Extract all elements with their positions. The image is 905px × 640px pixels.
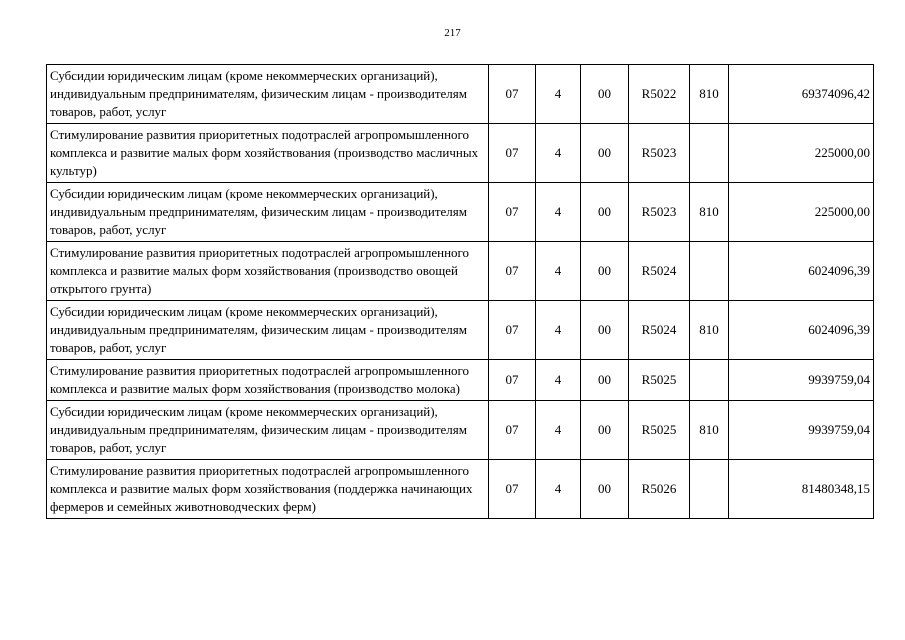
row-subsection: 4 [536, 401, 581, 460]
row-expense-type [690, 360, 729, 401]
row-target: R5026 [629, 460, 690, 519]
row-program: 00 [581, 65, 629, 124]
row-program: 00 [581, 124, 629, 183]
row-subsection: 4 [536, 65, 581, 124]
row-target: R5022 [629, 65, 690, 124]
row-expense-type: 810 [690, 401, 729, 460]
row-section: 07 [489, 242, 536, 301]
table-row [47, 183, 874, 242]
row-program: 00 [581, 460, 629, 519]
row-name: Субсидии юридическим лицам (кроме некоммерческих организаций), индивидуальным предпринимателям, физическим лицам - производителям товаров, работ, услуг [47, 401, 489, 460]
row-section: 07 [489, 360, 536, 401]
row-subsection: 4 [536, 301, 581, 360]
row-subsection: 4 [536, 124, 581, 183]
row-section: 07 [489, 183, 536, 242]
row-name: Стимулирование развития приоритетных подотраслей агропромышленного комплекса и развитие малых форм хозяйствования (производство овощей открытого грунта) [47, 242, 489, 301]
table-row [47, 301, 874, 360]
row-expense-type: 810 [690, 183, 729, 242]
budget-table [46, 64, 874, 519]
row-expense-type: 810 [690, 65, 729, 124]
row-program: 00 [581, 183, 629, 242]
row-subsection: 4 [536, 242, 581, 301]
page-number: 217 [444, 27, 461, 39]
row-target: R5025 [629, 401, 690, 460]
table-row [47, 242, 874, 301]
row-target: R5023 [629, 183, 690, 242]
row-program: 00 [581, 242, 629, 301]
row-amount: 9939759,04 [729, 360, 874, 401]
table-row [47, 65, 874, 124]
row-amount: 6024096,39 [729, 301, 874, 360]
row-name: Субсидии юридическим лицам (кроме некоммерческих организаций), индивидуальным предпринимателям, физическим лицам - производителям товаров, работ, услуг [47, 183, 489, 242]
row-name: Субсидии юридическим лицам (кроме некоммерческих организаций), индивидуальным предпринимателям, физическим лицам - производителям товаров, работ, услуг [47, 65, 489, 124]
row-program: 00 [581, 301, 629, 360]
table-row [47, 360, 874, 401]
row-subsection: 4 [536, 460, 581, 519]
row-target: R5024 [629, 242, 690, 301]
row-subsection: 4 [536, 183, 581, 242]
row-amount: 81480348,15 [729, 460, 874, 519]
row-amount: 6024096,39 [729, 242, 874, 301]
row-target: R5024 [629, 301, 690, 360]
row-amount: 69374096,42 [729, 65, 874, 124]
row-expense-type: 810 [690, 301, 729, 360]
table-row [47, 401, 874, 460]
row-section: 07 [489, 301, 536, 360]
row-section: 07 [489, 65, 536, 124]
row-expense-type [690, 124, 729, 183]
row-name: Стимулирование развития приоритетных подотраслей агропромышленного комплекса и развитие малых форм хозяйствования (производство молока) [47, 360, 489, 401]
row-section: 07 [489, 124, 536, 183]
table-row [47, 460, 874, 519]
row-section: 07 [489, 401, 536, 460]
row-expense-type [690, 460, 729, 519]
row-name: Стимулирование развития приоритетных подотраслей агропромышленного комплекса и развитие малых форм хозяйствования (поддержка начинающих фермеров и семейных животноводческих ферм) [47, 460, 489, 519]
row-expense-type [690, 242, 729, 301]
row-program: 00 [581, 401, 629, 460]
row-amount: 225000,00 [729, 183, 874, 242]
row-amount: 9939759,04 [729, 401, 874, 460]
row-name: Стимулирование развития приоритетных подотраслей агропромышленного комплекса и развитие малых форм хозяйствования (производство масличных культур) [47, 124, 489, 183]
row-program: 00 [581, 360, 629, 401]
row-name: Субсидии юридическим лицам (кроме некоммерческих организаций), индивидуальным предпринимателям, физическим лицам - производителям товаров, работ, услуг [47, 301, 489, 360]
row-section: 07 [489, 460, 536, 519]
row-amount: 225000,00 [729, 124, 874, 183]
row-target: R5025 [629, 360, 690, 401]
table-row [47, 124, 874, 183]
row-subsection: 4 [536, 360, 581, 401]
row-target: R5023 [629, 124, 690, 183]
